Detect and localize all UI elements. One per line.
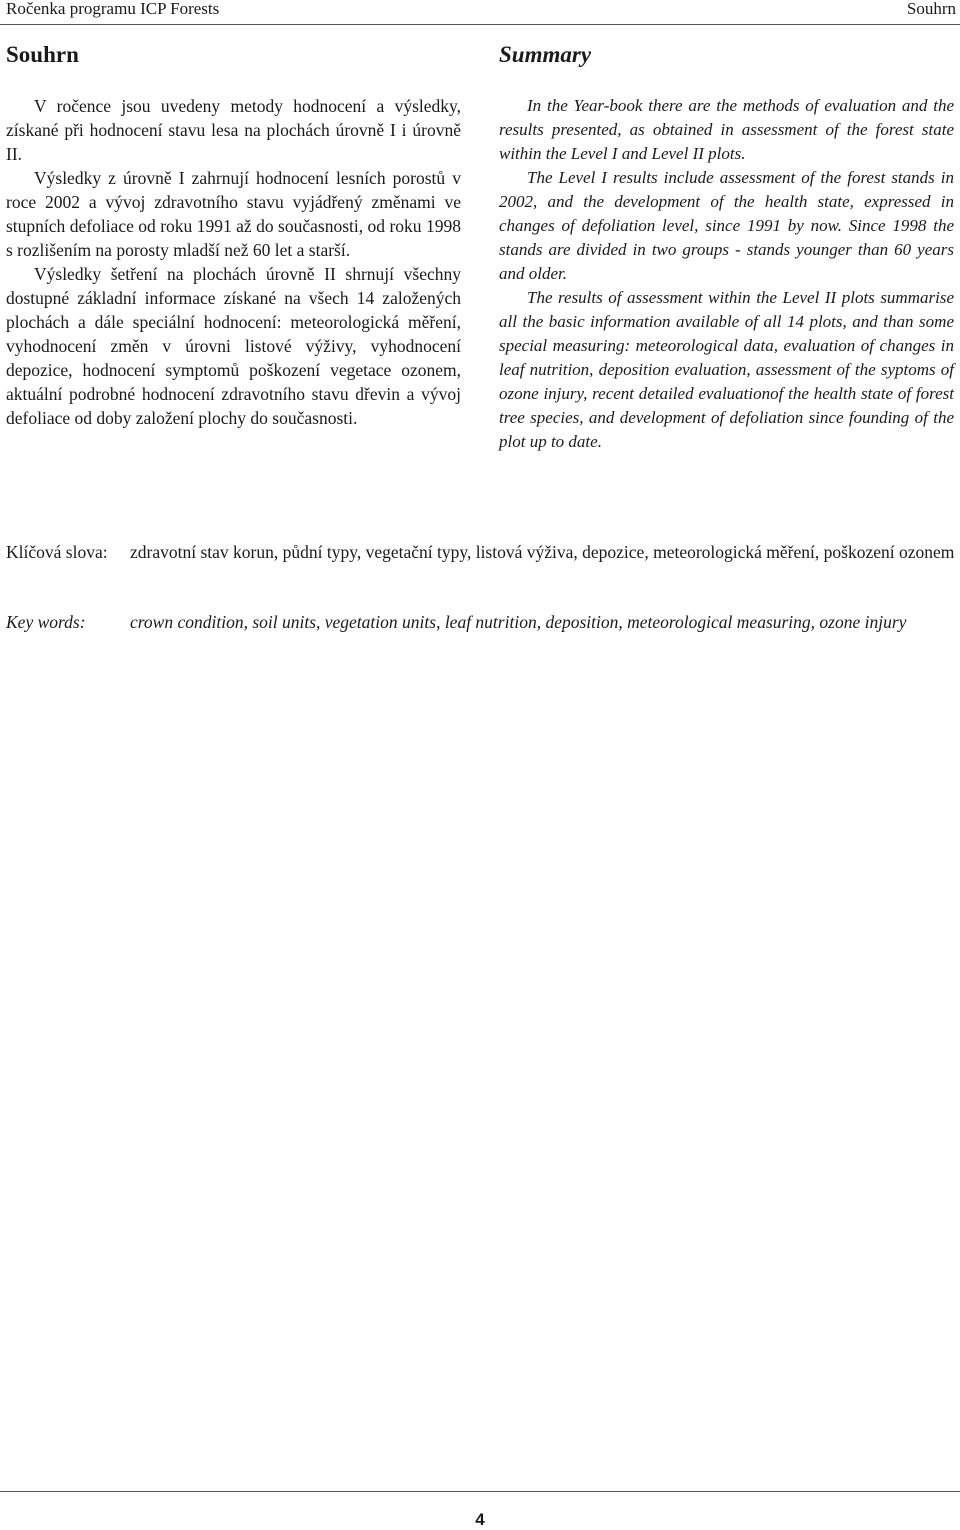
english-paragraph-2: The Level I results include assessment of the forest stands in 2002, and the development of the health state, expressed in changes of defoliation level, since 1991 by now. Since 1998 the stands are divided in two groups - stands younger than 60 years and older. — [499, 168, 954, 283]
english-paragraph-1: In the Year-book there are the methods of evaluation and the results presented, as obtained in assessment of the forest state within the Level I and Level II plots. — [499, 96, 954, 163]
czech-paragraph-3: Výsledky šetření na plochách úrovně II shrnují všechny dostupné základní informace získané na všech 14 založených plochách a dále speciální hodnocení: meteorologická měření, vyhodnocení změn v úrovni listové výživy, vyhodnocení depozice, hodnocení symptomů poškození vegetace ozonem, aktuální podrobné hodnocení zdravotního stavu dřevin a vývoj defoliace od doby založení plochy do současnosti. — [6, 264, 461, 428]
english-keywords-text: crown condition, soil units, vegetation units, leaf nutrition, deposition, meteorological measuring, ozone injury — [130, 612, 907, 632]
czech-summary-column — [6, 40, 461, 430]
czech-summary-heading: Souhrn — [6, 42, 79, 67]
czech-summary-body — [6, 94, 461, 430]
publication-title: Ročenka programu ICP Forests — [6, 0, 220, 18]
page-number: 4 — [475, 1510, 485, 1529]
czech-paragraph-1: V ročence jsou uvedeny metody hodnocení a výsledky, získané při hodnocení stavu lesa na plochách úrovně I i úrovně II. — [6, 96, 461, 164]
english-summary-body — [499, 94, 954, 454]
english-summary-heading: Summary — [499, 42, 592, 67]
czech-paragraph-2: Výsledky z úrovně I zahrnují hodnocení lesních porostů v roce 2002 a vývoj zdravotního stavu vyjádřený změnami ve stupních defoliace od roku 1991 až do současnosti, od roku 1998 s rozlišením na porosty mladší než 60 let a starší. — [6, 168, 461, 260]
english-paragraph-3: The results of assessment within the Level II plots summarise all the basic information available of all 14 plots, and than some special measuring: meteorological data, evaluation of changes in leaf nutrition, deposition evaluation, assessment of the syptoms of ozone injury, recent detailed evaluationof the health state of forest tree species, and development of defoliation since founding of the plot up to date. — [499, 288, 954, 451]
czech-keywords-text: zdravotní stav korun, půdní typy, vegetační typy, listová výživa, depozice, meteorologická měření, poškození ozonem — [130, 542, 955, 562]
running-header — [0, 0, 960, 25]
czech-keywords-label: Klíčová slova: — [6, 542, 108, 562]
footer-divider — [0, 1491, 960, 1492]
english-keywords-label: Key words: — [6, 612, 86, 632]
section-label: Souhrn — [906, 0, 956, 18]
english-summary-column — [499, 40, 954, 454]
